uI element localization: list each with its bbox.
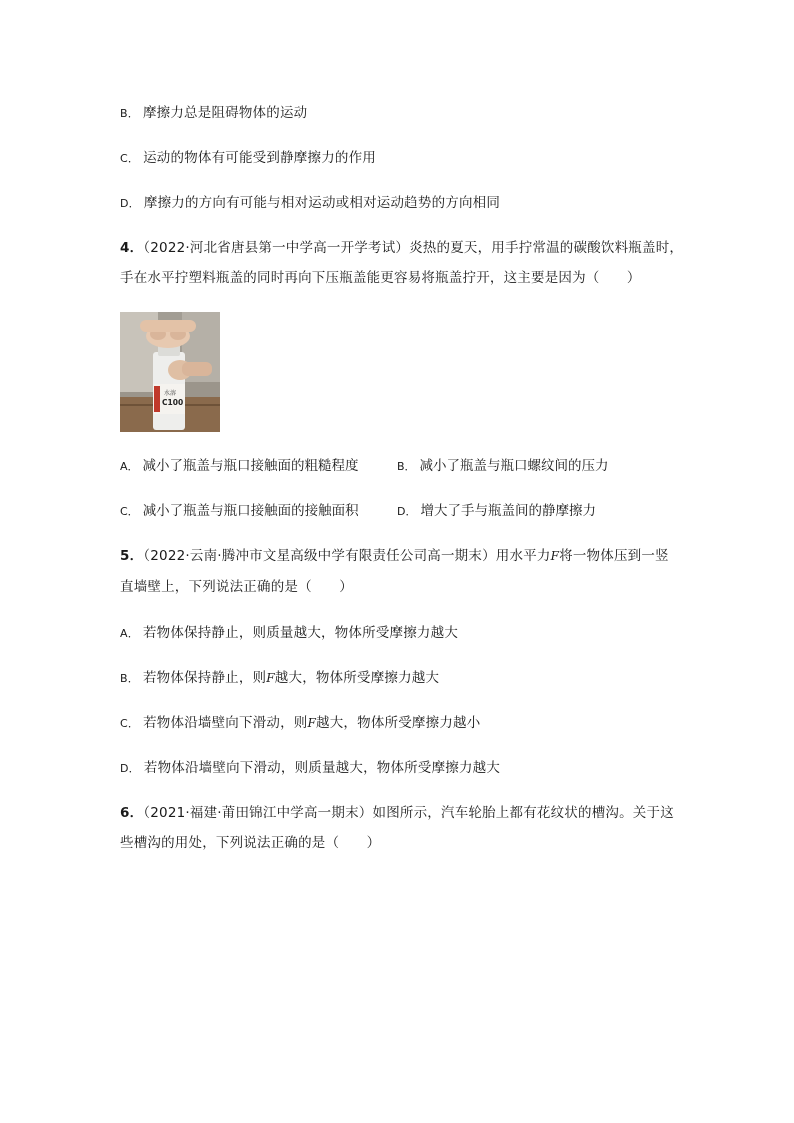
option-label: B． — [120, 672, 139, 685]
q3-option-c — [120, 148, 376, 169]
question-stem: 将一物体压到一竖 — [559, 548, 669, 564]
option-text: 若物体沿墙壁向下滑动，则质量越大，物体所受摩擦力越大 — [143, 760, 501, 776]
q4-option-c — [120, 503, 359, 519]
option-label: D． — [397, 505, 417, 518]
option-label: A． — [120, 627, 139, 640]
option-text: 摩擦力的方向有可能与相对运动或相对运动趋势的方向相同 — [143, 195, 501, 211]
force-variable: F — [307, 716, 317, 730]
question-source: （2022·云南·腾冲市文星高级中学有限责任公司高一期末） — [143, 548, 496, 564]
question-stem: 些槽沟的用处，下列说法正确的是（ ） — [120, 835, 381, 851]
q5-stem-line-1 — [120, 546, 669, 566]
q6-stem-line-1 — [120, 803, 674, 823]
option-label: C． — [120, 152, 140, 165]
bottle-cap-photo — [120, 312, 220, 432]
question-stem: 手在水平拧塑料瓶盖的同时再向下压瓶盖能更容易将瓶盖拧开，这主要是因为（ ） — [120, 270, 641, 286]
question-number: 5． — [120, 548, 144, 564]
question-number: 4． — [120, 240, 144, 256]
question-source: （2021·福建·莆田锦江中学高一期末） — [143, 805, 373, 821]
bottle-label-text: 水溶 — [164, 390, 177, 397]
option-text: 减小了瓶盖与瓶口接触面的粗糙程度 — [142, 458, 359, 474]
q4-options-row-1 — [120, 456, 609, 477]
force-variable: F — [266, 671, 275, 685]
q5-option-d — [120, 758, 500, 779]
force-variable: F — [550, 549, 560, 563]
option-text: 运动的物体有可能受到静摩擦力的作用 — [143, 150, 376, 166]
option-text: 减小了瓶盖与瓶口螺纹间的压力 — [419, 458, 609, 474]
option-text: 越大，物体所受摩擦力越小 — [316, 715, 481, 731]
bottle-label-text: C100 — [162, 398, 184, 407]
q4-stem-line-2 — [120, 268, 641, 288]
option-label: A． — [120, 460, 139, 473]
question-stem: 如图所示，汽车轮胎上都有花纹状的槽沟。关于这 — [372, 805, 674, 821]
q4-options-row-2 — [120, 501, 596, 522]
question-stem: 直墙壁上，下列说法正确的是（ ） — [120, 579, 353, 595]
q4-option-b — [397, 456, 609, 477]
option-label: B． — [397, 460, 416, 473]
option-text: 若物体保持静止，则质量越大，物体所受摩擦力越大 — [142, 625, 459, 641]
option-text: 越大，物体所受摩擦力越大 — [274, 670, 440, 686]
q3-option-d — [120, 193, 500, 214]
q5-option-b — [120, 668, 439, 689]
question-source: （2022·河北省唐县第一中学高一开学考试） — [143, 240, 410, 256]
q4-stem-line-1 — [120, 238, 683, 258]
option-text: 减小了瓶盖与瓶口接触面的接触面积 — [142, 503, 359, 519]
q5-stem-line-2 — [120, 577, 353, 597]
question-stem: 用水平力 — [495, 548, 551, 564]
question-stem: 炎热的夏天，用手拧常温的碳酸饮料瓶盖时， — [409, 240, 684, 256]
option-label: D． — [120, 197, 140, 210]
q6-stem-line-2 — [120, 833, 380, 853]
option-label: D． — [120, 762, 140, 775]
q3-option-b — [120, 103, 307, 124]
option-label: C． — [120, 717, 140, 730]
q5-option-a — [120, 623, 458, 644]
q4-option-a — [120, 458, 359, 474]
option-label: C． — [120, 505, 139, 518]
q5-option-c — [120, 713, 480, 734]
option-text: 增大了手与瓶盖间的静摩擦力 — [420, 503, 596, 519]
option-text: 若物体保持静止，则 — [142, 670, 267, 686]
question-number: 6． — [120, 805, 144, 821]
q4-option-d — [397, 501, 596, 522]
option-text: 摩擦力总是阻碍物体的运动 — [142, 105, 308, 121]
option-text: 若物体沿墙壁向下滑动，则 — [143, 715, 308, 731]
option-label: B． — [120, 107, 139, 120]
